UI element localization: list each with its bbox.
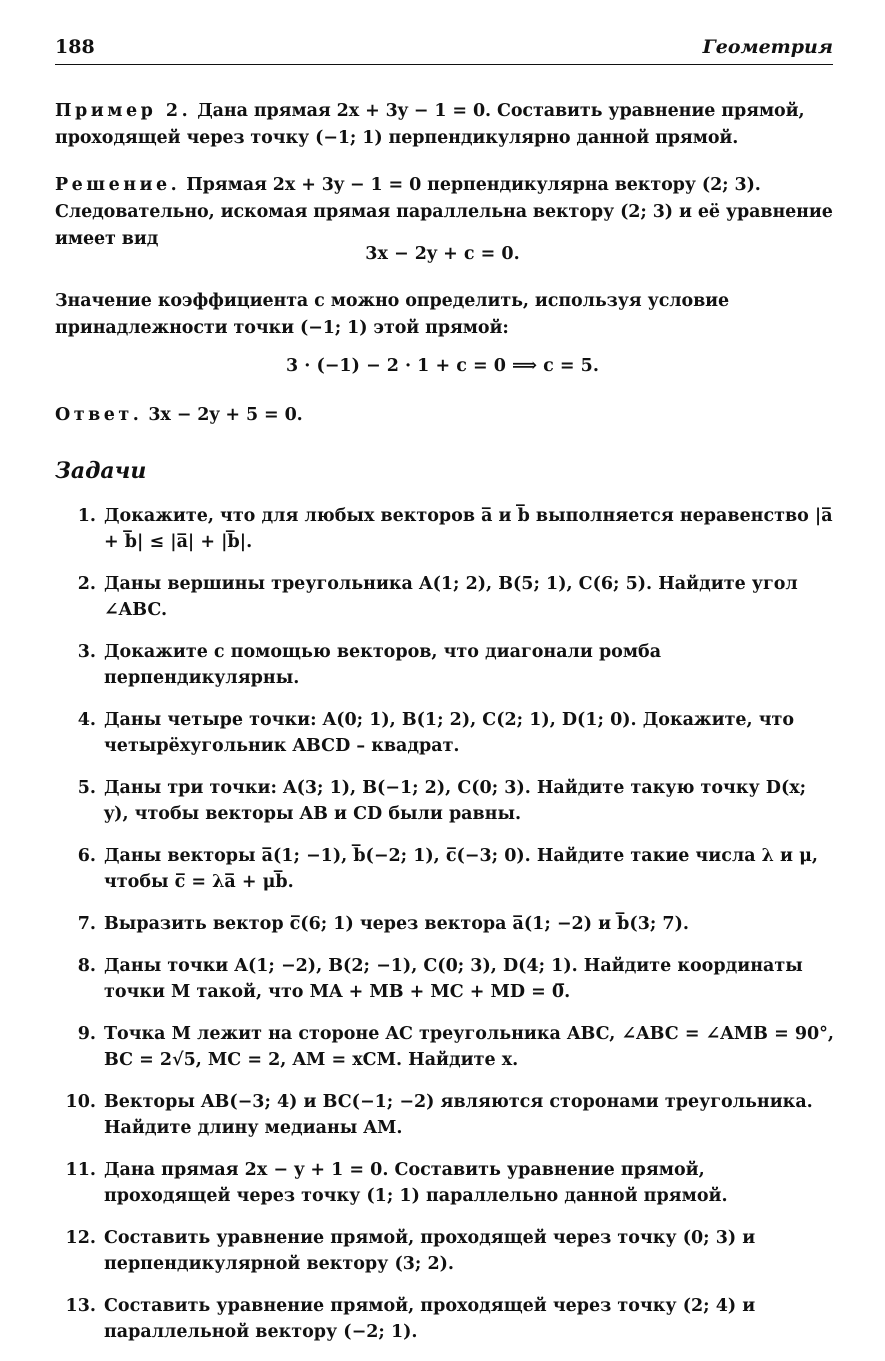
problem-item — [60, 1157, 835, 1209]
formula-line-equation: 3x − 2y + c = 0. — [365, 244, 520, 264]
example-label: Пример 2. — [55, 101, 192, 121]
problem-number: 4. — [77, 710, 96, 730]
problem-item — [60, 707, 835, 759]
problem-text: Составить уравнение прямой, проходящей через точку (0; 3) и перпендикулярной вектору (3; 2). — [104, 1228, 756, 1274]
problem-text: Даны четыре точки: A(0; 1), B(1; 2), C(2; 1), D(1; 0). Докажите, что четырёхугольник ABCD – квадрат. — [104, 710, 795, 756]
problem-text: Даны три точки: A(3; 1), B(−1; 2), C(0; 3). Найдите такую точку D(x; y), чтобы векторы AB и CD были равны. — [104, 778, 807, 824]
problem-text: Векторы AB(−3; 4) и BC(−1; −2) являются сторонами треугольника. Найдите длину медианы AM. — [104, 1092, 813, 1138]
solution-paragraph — [55, 172, 833, 253]
problem-number: 9. — [77, 1024, 96, 1044]
problem-item — [60, 1021, 835, 1073]
problem-number: 8. — [77, 956, 96, 976]
problem-text: Составить уравнение прямой, проходящей через точку (2; 4) и параллельной вектору (−2; 1). — [104, 1296, 756, 1342]
problems-list — [60, 503, 835, 1361]
example-statement: Дана прямая 2x + 3y − 1 = 0. Составить уравнение прямой, проходящей через точку (−1; 1) перпендикулярно данной прямой. — [55, 101, 805, 148]
page-number: 188 — [55, 36, 95, 58]
problem-item — [60, 775, 835, 827]
solution-paragraph-2: Значение коэффициента c можно определить, используя условие принадлежности точки (−1; 1) этой прямой: — [55, 291, 730, 338]
answer-paragraph — [55, 402, 833, 429]
problem-item — [60, 1225, 835, 1277]
problem-number: 13. — [65, 1296, 96, 1316]
problem-text: Даны вершины треугольника A(1; 2), B(5; 1), C(6; 5). Найдите угол ∠ABC. — [104, 574, 798, 620]
problem-number: 2. — [77, 574, 96, 594]
problem-text: Даны точки A(1; −2), B(2; −1), C(0; 3), D(4; 1). Найдите координаты точки M такой, что MA + MB + MC + MD = 0̅. — [104, 956, 803, 1002]
example-paragraph — [55, 98, 833, 152]
problem-item — [60, 1089, 835, 1141]
problem-item — [60, 911, 835, 937]
problem-text: Даны векторы a̅(1; −1), b̅(−2; 1), c̅(−3; 0). Найдите такие числа λ и μ, чтобы c̅ = λa̅ + μb̅. — [104, 846, 818, 892]
formula-coefficient: 3 · (−1) − 2 · 1 + c = 0 ⟹ c = 5. — [286, 356, 599, 376]
problem-item — [60, 1293, 835, 1345]
problem-number: 5. — [77, 778, 96, 798]
problem-item — [60, 843, 835, 895]
problem-number: 12. — [65, 1228, 96, 1248]
page-header — [55, 36, 833, 65]
solution-label: Решение. — [55, 175, 181, 195]
problem-text: Дана прямая 2x − y + 1 = 0. Составить уравнение прямой, проходящей через точку (1; 1) параллельно данной прямой. — [104, 1160, 728, 1206]
problem-item — [60, 953, 835, 1005]
problem-number: 10. — [65, 1092, 96, 1112]
running-title: Геометрия — [702, 36, 833, 58]
problem-text: Докажите с помощью векторов, что диагонали ромба перпендикулярны. — [104, 642, 662, 688]
problem-number: 11. — [65, 1160, 96, 1180]
problem-text: Докажите, что для любых векторов a̅ и b̅ выполняется неравенство |a̅ + b̅| ≤ |a̅| + |b̅|. — [104, 506, 833, 552]
answer-text: 3x − 2y + 5 = 0. — [148, 405, 303, 425]
problem-item — [60, 639, 835, 691]
problem-item — [60, 571, 835, 623]
problem-text: Выразить вектор c̅(6; 1) через вектора a̅(1; −2) и b̅(3; 7). — [104, 914, 689, 934]
answer-label: Ответ. — [55, 405, 143, 425]
problem-item — [60, 503, 835, 555]
problem-number: 7. — [77, 914, 96, 934]
solution-text: Прямая 2x + 3y − 1 = 0 перпендикулярна вектору (2; 3). Следовательно, искомая прямая параллельна вектору (2; 3) и её уравнение имеет вид — [55, 175, 833, 249]
problem-number: 3. — [77, 642, 96, 662]
problem-number: 1. — [77, 506, 96, 526]
problem-text: Точка M лежит на стороне AC треугольника ABC, ∠ABC = ∠AMB = 90°, BC = 2√5, MC = 2, AM = xCM. Найдите x. — [104, 1024, 835, 1070]
problems-heading: Задачи — [55, 458, 147, 484]
problem-number: 6. — [77, 846, 96, 866]
